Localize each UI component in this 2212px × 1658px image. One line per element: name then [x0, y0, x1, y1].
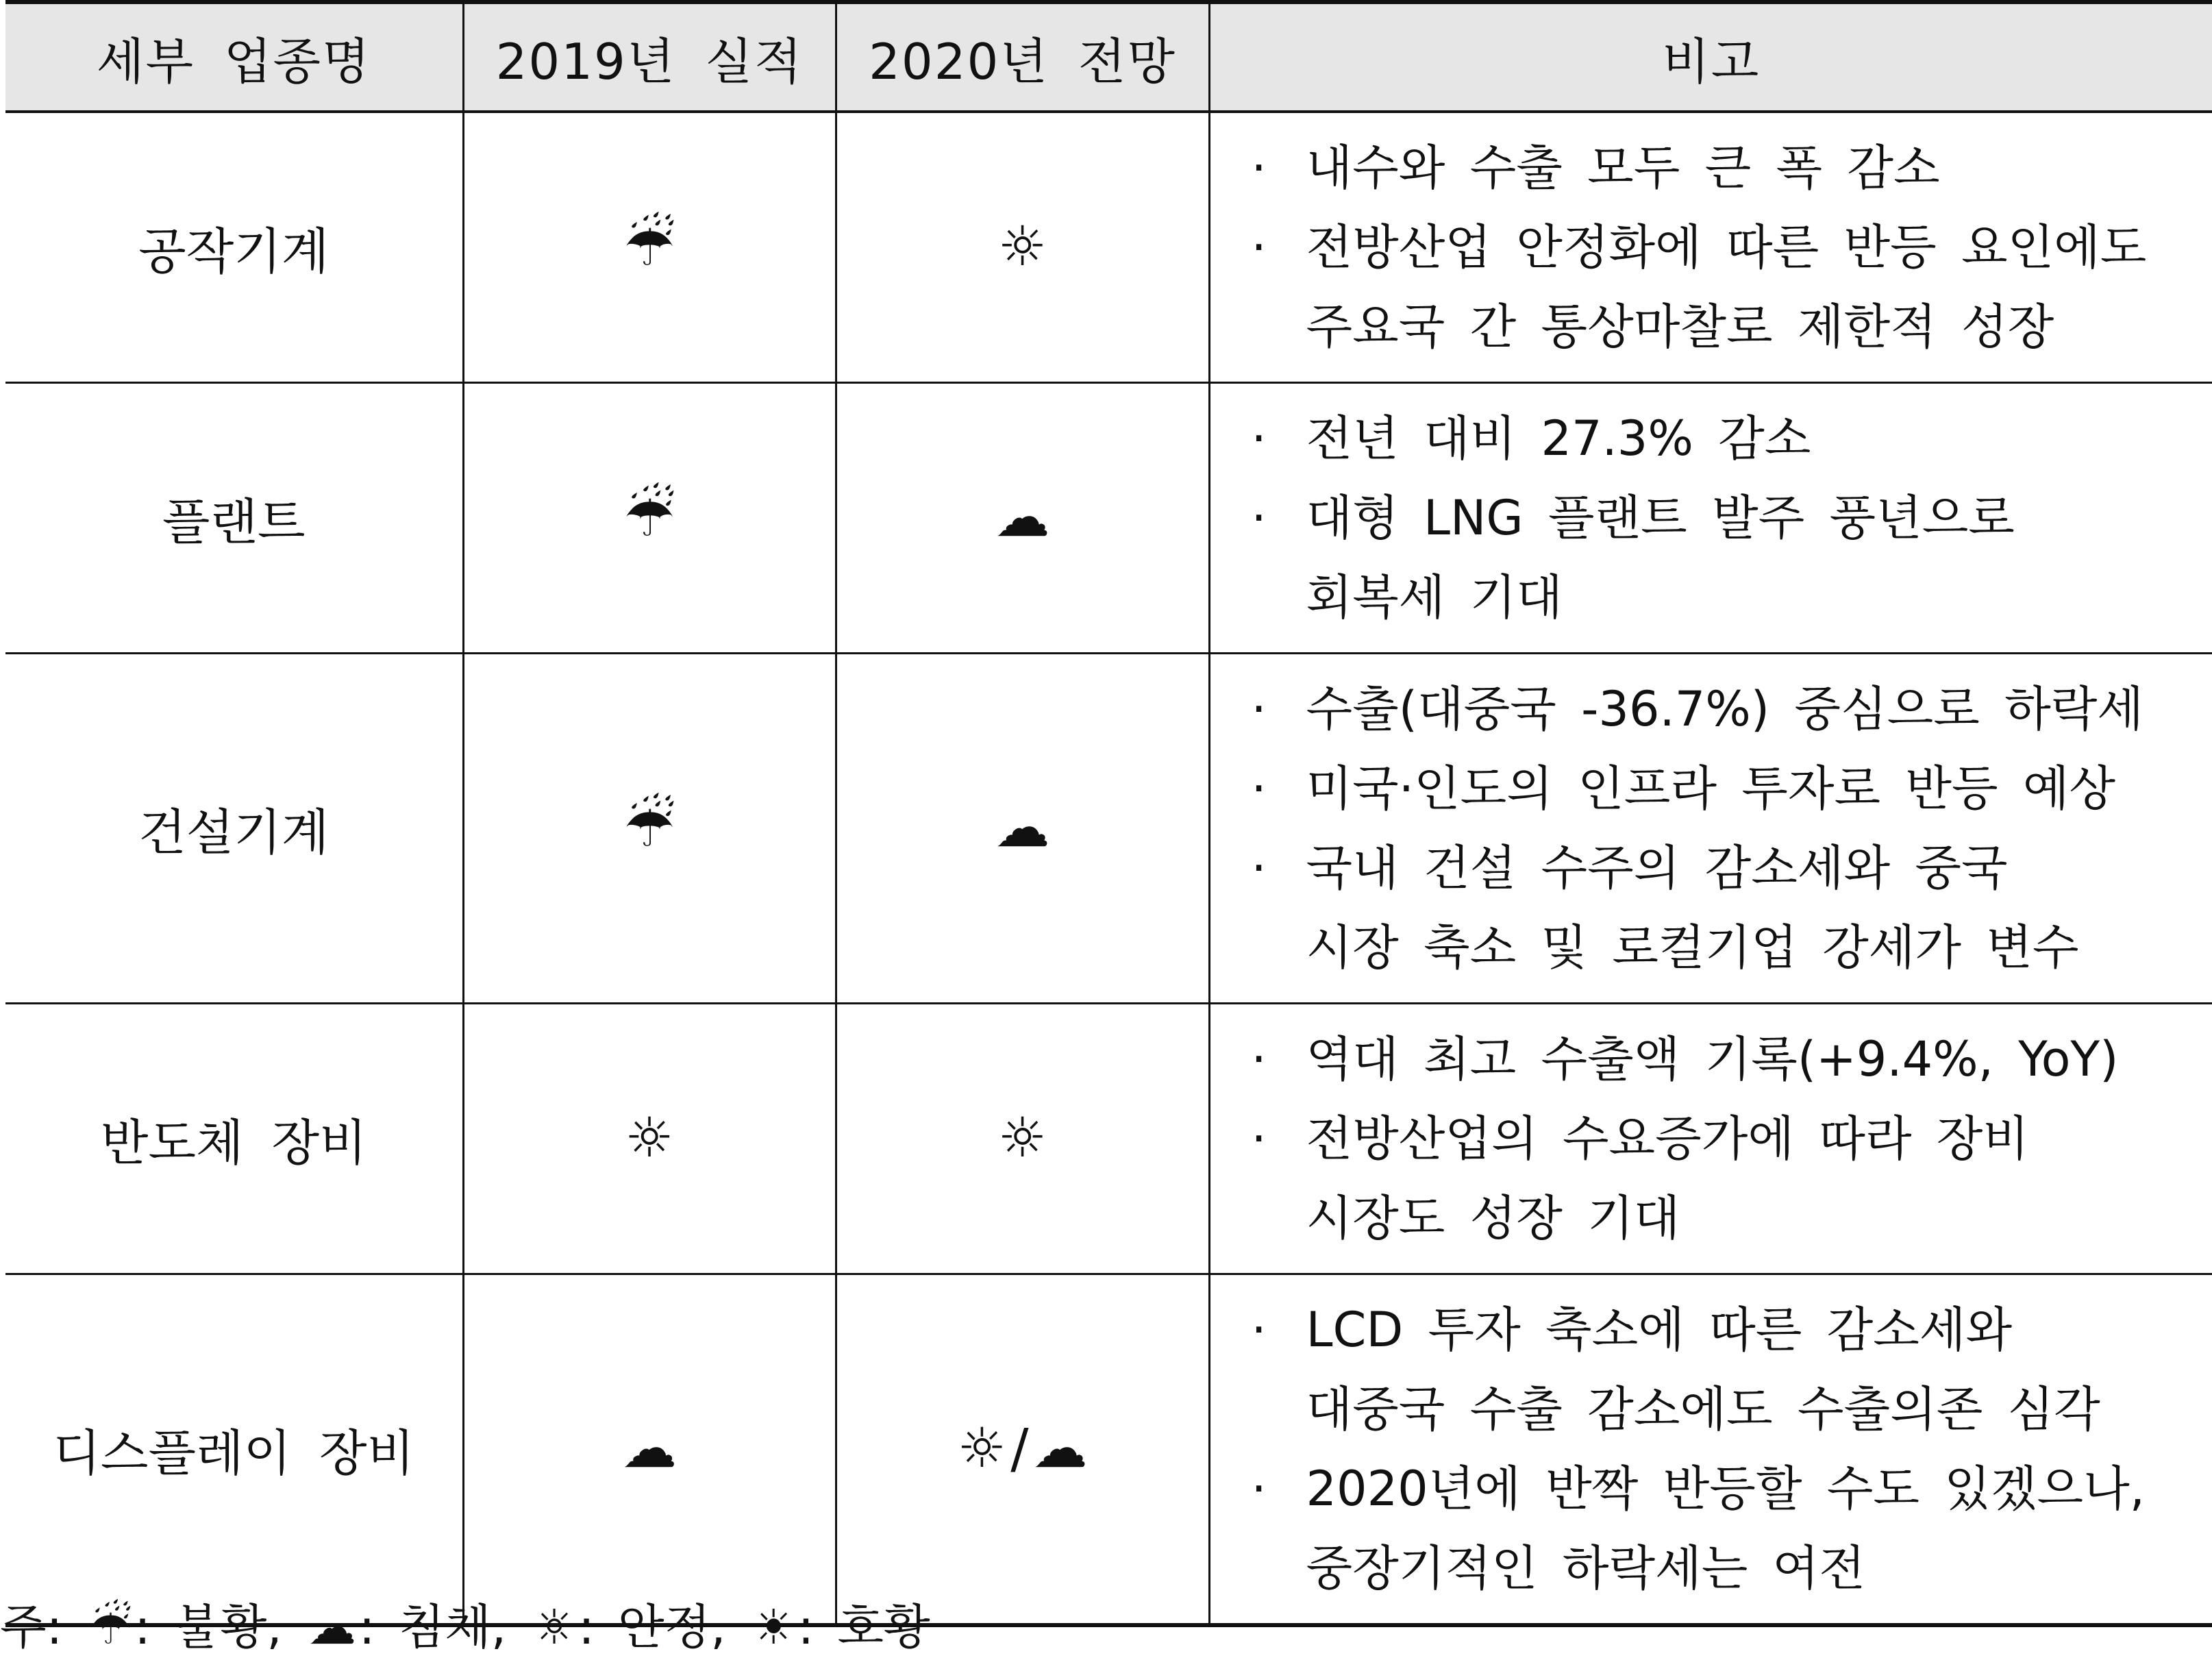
- remark-line: [1252, 1099, 2185, 1178]
- outlook-2020-cell: [836, 654, 1209, 1004]
- remark-text: 대형 LNG 플랜트 발주 풍년으로: [1306, 490, 2015, 546]
- remark-line: [1252, 1178, 2185, 1258]
- industry-name: 공작기계: [5, 112, 463, 383]
- slump-icon: ☔: [88, 1599, 132, 1655]
- industry-outlook-table: [5, 0, 2212, 1627]
- result-2019-cell: [463, 112, 836, 383]
- outlook-table-container: [5, 0, 2212, 1627]
- remark-line: [1252, 128, 2185, 208]
- remark-text: LCD 투자 축소에 따른 감소세와: [1306, 1302, 2013, 1358]
- outlook-2020-cell: [836, 383, 1209, 654]
- remark-text: 미국·인도의 인프라 투자로 반등 예상: [1306, 760, 2116, 817]
- industry-name: 건설기계: [5, 654, 463, 1004]
- bullet: ·: [1251, 1111, 1267, 1167]
- stable-icon: ☼: [957, 1416, 1007, 1480]
- remarks-cell: [1209, 1274, 2212, 1626]
- remark-line: [1252, 1290, 2185, 1370]
- remark-line: [1252, 478, 2185, 558]
- industry-name: 디스플레이 장비: [5, 1274, 463, 1626]
- table-row: [5, 383, 2212, 654]
- table-row: [5, 654, 2212, 1004]
- boom-icon: ☀: [751, 1599, 795, 1655]
- bullet: ·: [1251, 760, 1267, 817]
- remark-line: [1252, 208, 2185, 287]
- boom-legend-label: : 호황: [797, 1599, 930, 1655]
- remark-line: [1252, 1449, 2185, 1529]
- result-2019-cell: [463, 1004, 836, 1274]
- stable-icon: ☼: [532, 1599, 576, 1655]
- slash-separator: /: [1010, 1418, 1029, 1480]
- slump-icon: ☔: [623, 482, 675, 549]
- remark-text: 전방산업의 수요증가에 따라 장비: [1306, 1111, 2029, 1167]
- stagnant-icon: ☁: [995, 795, 1050, 859]
- outlook-2020-cell: [836, 1004, 1209, 1274]
- bullet: ·: [1251, 140, 1267, 196]
- result-2019-cell: [463, 1274, 836, 1626]
- slump-icon: ☔: [623, 212, 675, 279]
- industry-name: 플랜트: [5, 383, 463, 654]
- table-body: [5, 112, 2212, 1625]
- remark-text: 국내 건설 수주의 감소세와 중국: [1306, 840, 2008, 896]
- bullet: ·: [1251, 490, 1267, 546]
- bullet: ·: [1251, 1031, 1267, 1087]
- header-row: [5, 2, 2212, 112]
- bullet: ·: [1251, 410, 1267, 467]
- remark-line: [1252, 1019, 2185, 1099]
- remarks-cell: [1209, 1004, 2212, 1274]
- bullet: ·: [1251, 681, 1267, 737]
- bullet: ·: [1251, 840, 1267, 896]
- stagnant-icon: ☁: [1032, 1416, 1088, 1480]
- stagnant-icon: ☁: [995, 485, 1050, 549]
- remark-text: 주요국 간 통상마찰로 제한적 성장: [1306, 299, 2054, 355]
- header-2019-result: 2019년 실적: [463, 2, 836, 112]
- remark-line: [1252, 1529, 2185, 1608]
- outlook-2020-cell: [836, 112, 1209, 383]
- remark-line: [1252, 749, 2185, 828]
- remark-text: 수출(대중국 -36.7%) 중심으로 하락세: [1306, 681, 2143, 737]
- remark-line: [1252, 399, 2185, 478]
- remark-line: [1252, 558, 2185, 637]
- remark-text: 전년 대비 27.3% 감소: [1306, 410, 1811, 467]
- header-remarks: 비고: [1209, 2, 2212, 112]
- table-row: [5, 112, 2212, 383]
- remark-text: 대중국 수출 감소에도 수출의존 심각: [1306, 1381, 2100, 1437]
- remark-text: 내수와 수출 모두 큰 폭 감소: [1306, 140, 1940, 196]
- bullet: ·: [1251, 219, 1267, 275]
- remark-line: [1252, 669, 2185, 749]
- stable-legend-label: : 안정,: [578, 1599, 726, 1655]
- slump-legend-label: : 불황,: [134, 1599, 282, 1655]
- remark-line: [1252, 908, 2185, 987]
- remarks-cell: [1209, 383, 2212, 654]
- remarks-cell: [1209, 112, 2212, 383]
- remark-text: 2020년에 반짝 반등할 수도 있겠으나,: [1306, 1461, 2145, 1517]
- remark-text: 시장 축소 및 로컬기업 강세가 변수: [1306, 919, 2079, 976]
- remarks-cell: [1209, 654, 2212, 1004]
- stagnant-icon: ☁: [308, 1599, 356, 1655]
- remark-line: [1252, 1370, 2185, 1449]
- remark-text: 시장도 성장 기대: [1306, 1190, 1680, 1246]
- slump-icon: ☔: [623, 793, 675, 860]
- outlook-2020-cell: [836, 1274, 1209, 1626]
- bullet: ·: [1251, 1302, 1267, 1358]
- stagnant-legend-label: : 침체,: [358, 1599, 507, 1655]
- header-2020-outlook: 2020년 전망: [836, 2, 1209, 112]
- remark-text: 역대 최고 수출액 기록(+9.4%, YoY): [1306, 1031, 2119, 1087]
- legend-footnote: [0, 1596, 930, 1658]
- remark-text: 전방산업 안정화에 따른 반등 요인에도: [1306, 219, 2147, 275]
- industry-name: 반도체 장비: [5, 1004, 463, 1274]
- stable-icon: ☼: [997, 1106, 1047, 1170]
- remark-text: 회복세 기대: [1306, 569, 1563, 626]
- result-2019-cell: [463, 654, 836, 1004]
- remark-text: 중장기적인 하락세는 여전: [1306, 1540, 1865, 1596]
- stable-icon: ☼: [997, 214, 1047, 278]
- table-row: [5, 1004, 2212, 1274]
- remark-line: [1252, 828, 2185, 908]
- bullet: ·: [1251, 1461, 1267, 1517]
- stagnant-icon: ☁: [622, 1416, 677, 1480]
- remark-line: [1252, 287, 2185, 367]
- table-header: [5, 2, 2212, 112]
- stable-icon: ☼: [625, 1106, 674, 1170]
- header-industry: 세부 업종명: [5, 2, 463, 112]
- result-2019-cell: [463, 383, 836, 654]
- footnote-prefix: 주:: [0, 1599, 63, 1655]
- table-row: [5, 1274, 2212, 1626]
